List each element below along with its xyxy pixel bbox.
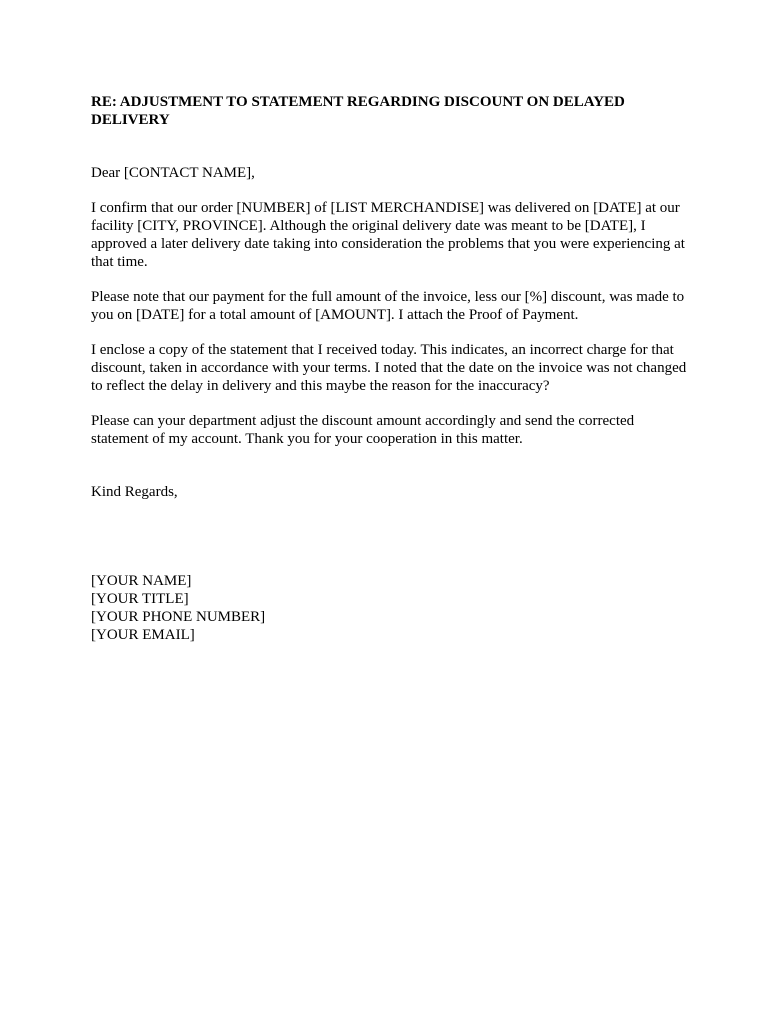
signature-block [91,572,687,644]
letter-paragraph: I confirm that our order [NUMBER] of [LIST MERCHANDISE] was delivered on [DATE] at our facility [CITY, PROVINCE]. Although the original delivery date was meant to be [DATE], I approved a later delivery date taking into consideration the problems that you were experiencing at that time. [91,200,685,270]
signature-name: [YOUR NAME] [91,573,192,589]
letter-paragraph: Please note that our payment for the full amount of the invoice, less our [%] discount, was made to you on [DATE] for a total amount of [AMOUNT]. I attach the Proof of Payment. [91,289,685,323]
signature-phone: [YOUR PHONE NUMBER] [91,609,266,625]
letter-closing: Kind Regards, [91,484,178,500]
letter-paragraph: I enclose a copy of the statement that I received today. This indicates, an incorrect charge for that discount, taken in accordance with your terms. I noted that the date on the invoice was not changed to reflect the delay in delivery and this maybe the reason for the inaccuracy? [91,342,687,394]
letter-body [91,93,687,644]
signature-title: [YOUR TITLE] [91,591,189,607]
letter-salutation: Dear [CONTACT NAME], [91,165,255,181]
letter-subject: RE: ADJUSTMENT TO STATEMENT REGARDING DISCOUNT ON DELAYED DELIVERY [91,94,625,128]
signature-email: [YOUR EMAIL] [91,627,195,643]
letter-paragraph: Please can your department adjust the discount amount accordingly and send the corrected statement of my account. Thank you for your cooperation in this matter. [91,413,635,447]
